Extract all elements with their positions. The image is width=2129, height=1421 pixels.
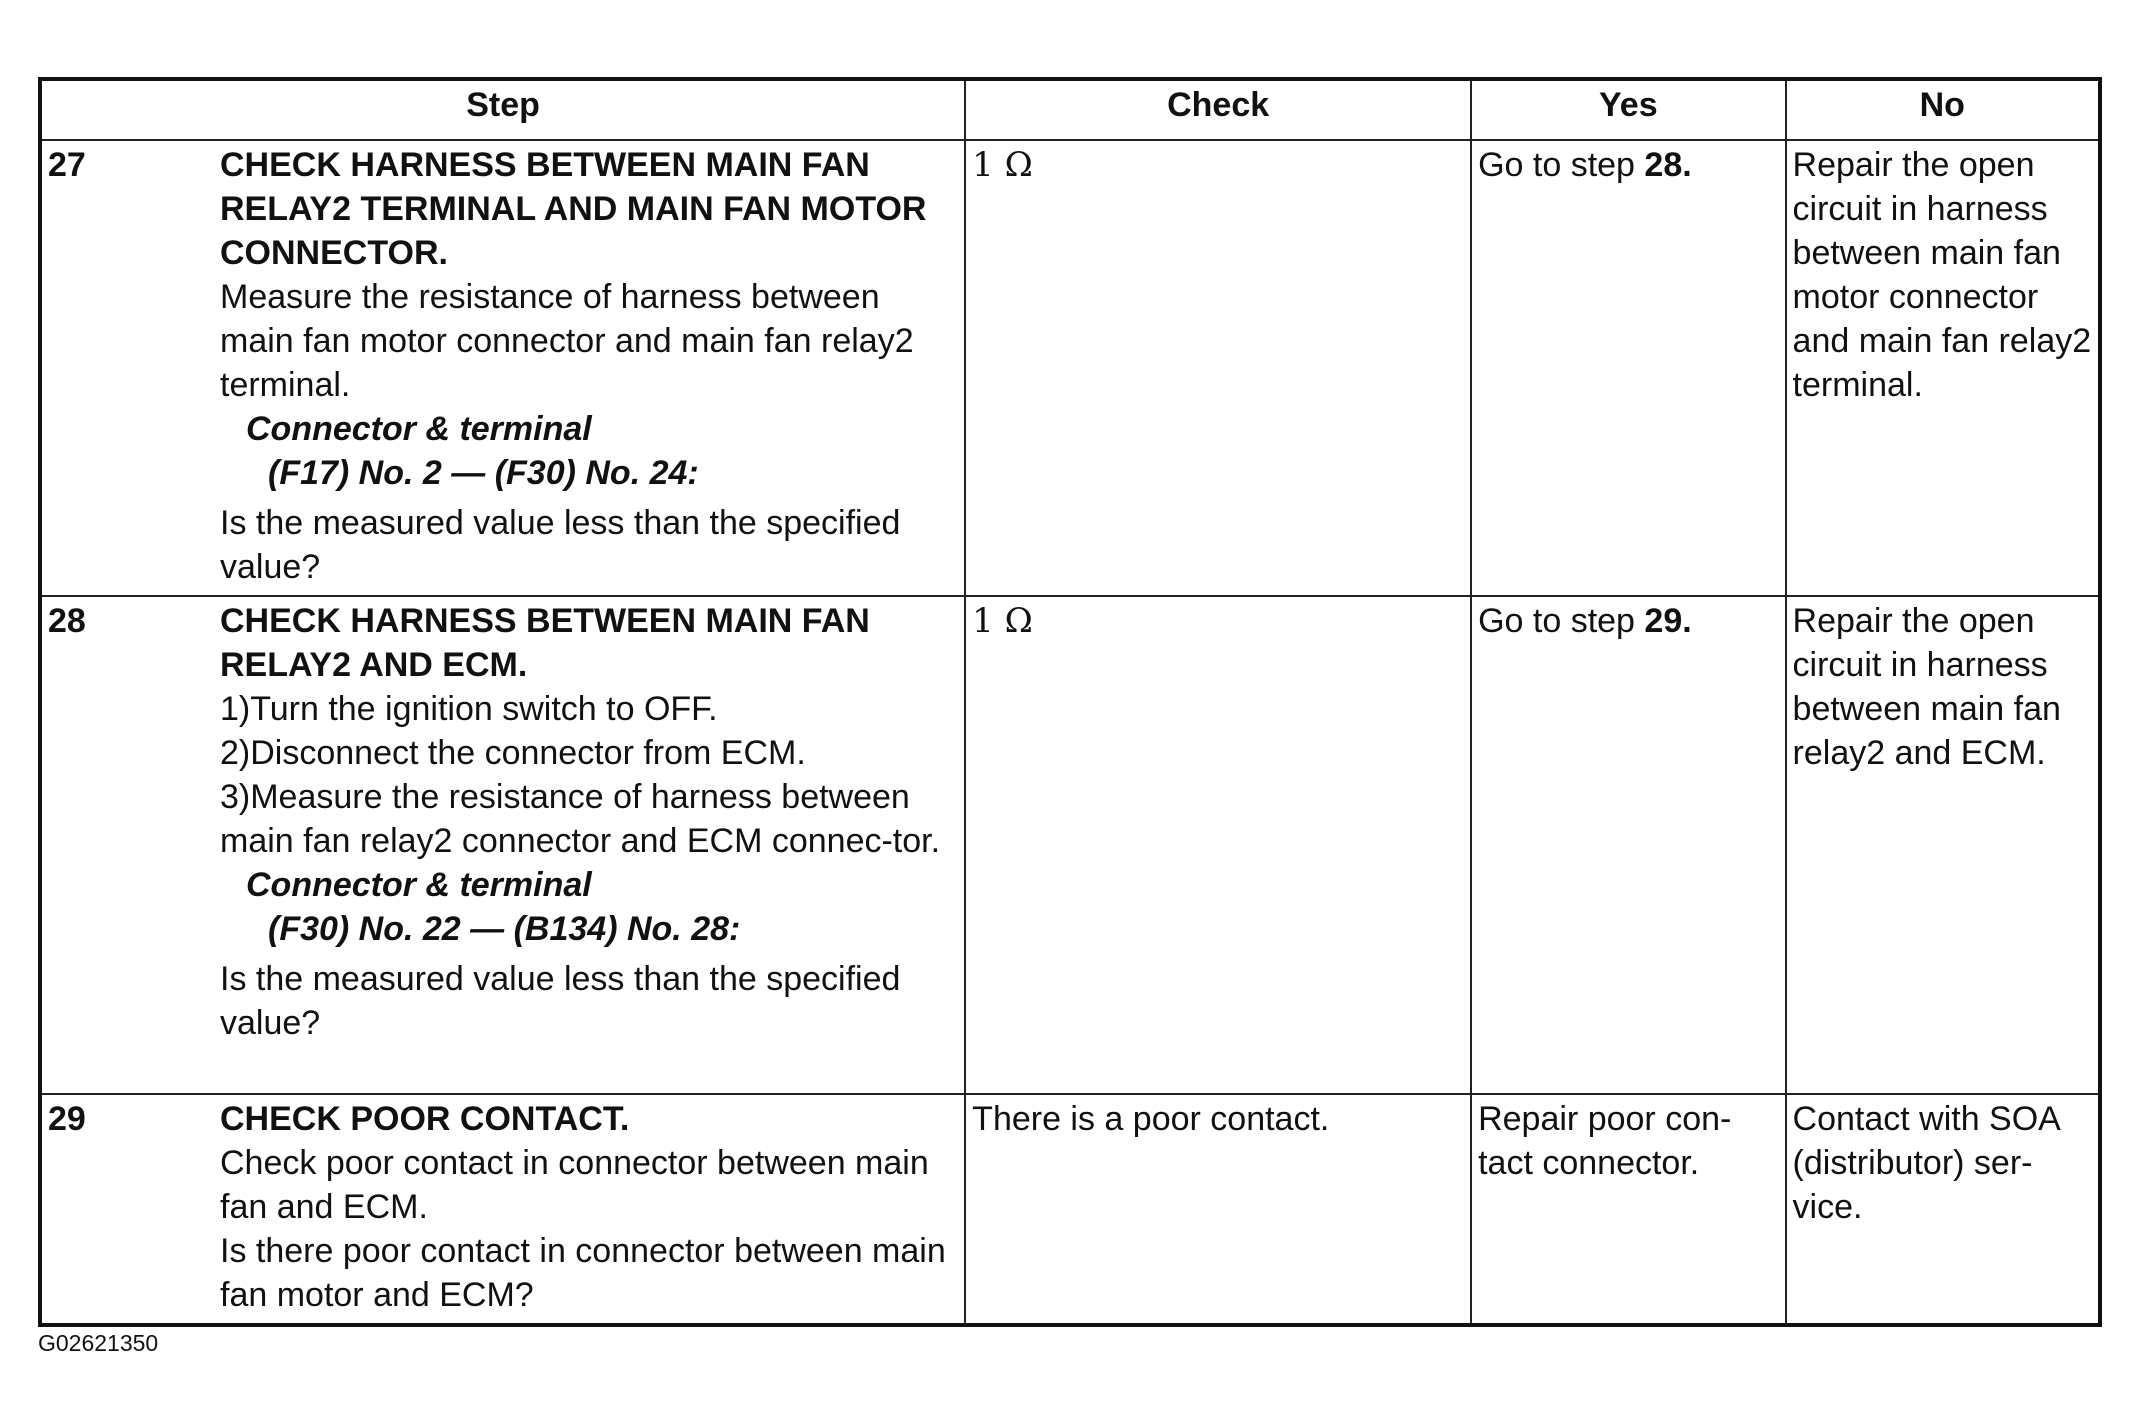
table-row bbox=[40, 1094, 2100, 1325]
check-cell bbox=[965, 140, 1471, 596]
step-title: CHECK POOR CONTACT. bbox=[220, 1100, 630, 1138]
step-title: CHECK HARNESS BETWEEN MAIN FAN RELAY2 AND ECM. bbox=[220, 602, 870, 684]
header-no: No bbox=[1786, 79, 2100, 140]
no-cell: Repair the open circuit in harness between main fan relay2 and ECM. bbox=[1786, 596, 2100, 1094]
step-cell bbox=[40, 140, 965, 596]
figure-id: G02621350 bbox=[38, 1330, 159, 1356]
step-instruction: 3)Measure the resistance of harness between main fan relay2 connector and ECM connec-tor. bbox=[220, 778, 941, 860]
yes-cell: Repair poor con-tact connector. bbox=[1471, 1094, 1785, 1325]
check-value: 1 Ω bbox=[972, 601, 1033, 641]
step-question: Is there poor contact in connector between main fan motor and ECM? bbox=[220, 1232, 946, 1314]
step-title: CHECK HARNESS BETWEEN MAIN FAN RELAY2 TERMINAL AND MAIN FAN MOTOR CONNECTOR. bbox=[220, 146, 927, 272]
table-row bbox=[40, 140, 2100, 596]
yes-text: Go to step bbox=[1478, 602, 1645, 640]
no-cell: Contact with SOA (distributor) ser-vice. bbox=[1786, 1094, 2100, 1325]
step-instruction: Measure the resistance of harness between main fan motor connector and main fan relay2 terminal. bbox=[220, 278, 914, 404]
header-row bbox=[40, 79, 2100, 140]
step-number: 28 bbox=[48, 602, 86, 640]
header-step: Step bbox=[40, 79, 965, 140]
yes-text: Go to step bbox=[1478, 146, 1645, 184]
connector-value: (F17) No. 2 — (F30) No. 24: bbox=[268, 454, 699, 492]
yes-step-ref: 29. bbox=[1644, 602, 1692, 640]
step-instruction: 1)Turn the ignition switch to OFF. bbox=[220, 690, 718, 728]
table-row bbox=[40, 596, 2100, 1094]
no-cell: Repair the open circuit in harness between main fan motor connector and main fan relay2 terminal. bbox=[1786, 140, 2100, 596]
step-cell bbox=[40, 1094, 965, 1325]
step-cell bbox=[40, 596, 965, 1094]
connector-label: Connector & terminal bbox=[246, 866, 592, 904]
step-instruction: 2)Disconnect the connector from ECM. bbox=[220, 734, 806, 772]
connector-label: Connector & terminal bbox=[246, 410, 592, 448]
diagnostic-table bbox=[38, 77, 2102, 1327]
step-instruction: Check poor contact in connector between main fan and ECM. bbox=[220, 1144, 929, 1226]
header-check: Check bbox=[965, 79, 1471, 140]
check-cell: There is a poor contact. bbox=[965, 1094, 1471, 1325]
connector-value: (F30) No. 22 — (B134) No. 28: bbox=[268, 910, 741, 948]
step-question: Is the measured value less than the specified value? bbox=[220, 504, 901, 586]
yes-cell bbox=[1471, 596, 1785, 1094]
step-number: 27 bbox=[48, 146, 86, 184]
yes-cell bbox=[1471, 140, 1785, 596]
check-value: 1 Ω bbox=[972, 145, 1033, 185]
step-question: Is the measured value less than the specified value? bbox=[220, 960, 901, 1042]
header-yes: Yes bbox=[1471, 79, 1785, 140]
step-number: 29 bbox=[48, 1100, 86, 1138]
check-cell bbox=[965, 596, 1471, 1094]
yes-step-ref: 28. bbox=[1644, 146, 1692, 184]
